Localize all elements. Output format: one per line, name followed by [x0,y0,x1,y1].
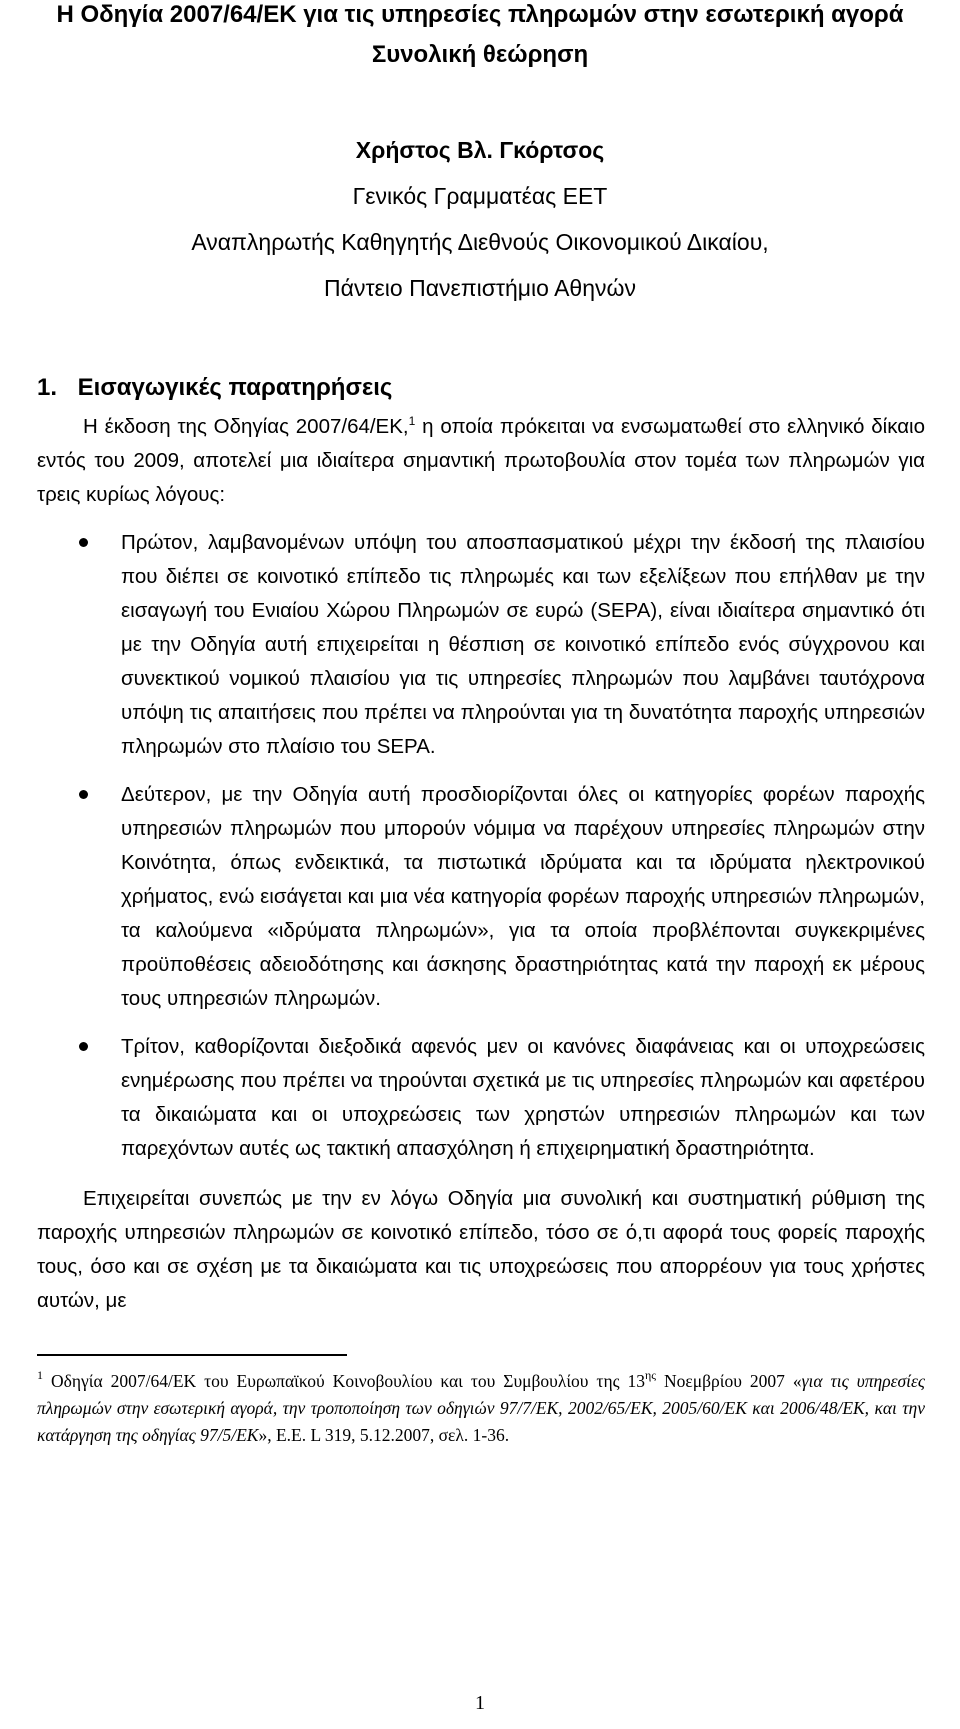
list-item [37,526,925,764]
section-title: Εισαγωγικές παρατηρήσεις [77,374,393,401]
closing-paragraph: Επιχειρείται συνεπώς με την εν λόγω Οδηγία μια συνολική και συστηματική ρύθμιση της παροχής υπηρεσιών πληρωμών σε κοινοτικό επίπεδο, τόσο σε ό,τι αφορά τους φορείς παροχής τους, όσο και σε σχέση με τα δικαιώματα και τις υποχρεώσεις που απορρέουν για τους χρήστες αυτών, με [37,1187,925,1312]
bullet-text-second: Δεύτερον, με την Οδηγία αυτή προσδιορίζονται όλες οι κατηγορίες φορέων παροχής υπηρεσιών πληρωμών που μπορούν νόμιμα να παρέχουν υπηρεσίες πληρωμών στην Κοινότητα, όπως ενδεικτικά, τα πιστωτικά ιδρύματα και τα ιδρύματα ηλεκτρονικού χρήματος, ενώ εισάγεται και μια νέα κατηγορία φορέων παροχής υπηρεσιών πληρωμών, τα καλούμενα «ιδρύματα πληρωμών», για τα οποία προβλέπονται συγκεκριμένες προϋποθέσεις αδειοδότησης και άσκησης δραστηριότητας κατά την παροχή εκ μέρους τους υπηρεσιών πληρωμών. [121,783,925,1010]
list-item [37,778,925,1016]
document-subtitle: Συνολική θεώρηση [371,41,589,68]
footnote-text-3: », Ε.Ε. L 319, 5.12.2007, σελ. 1-36. [258,1425,510,1445]
author-position: Αναπληρωτής Καθηγητής Διεθνούς Οικονομικού Δικαίου, [191,229,769,255]
list-item [37,1030,925,1166]
author-name: Χρήστος Βλ. Γκόρτσος [355,137,605,163]
author-affiliation: Πάντειο Πανεπιστήμιο Αθηνών [324,275,636,301]
section-number: 1. [37,374,58,401]
footnote-number: 1 [37,1368,43,1382]
author-role: Γενικός Γραμματέας ΕΕΤ [352,183,608,209]
footnote-ordinal-suffix: ης [645,1368,657,1382]
intro-text-end: η οποία πρόκειται να ενσωματωθεί στο ελληνικό δίκαιο εντός του 2009, αποτελεί μια ιδιαίτερα σημαντική πρωτοβουλία στον τομέα των πληρωμών για τρεις κυρίως λόγους: [37,415,925,506]
bullet-text-third: Τρίτον, καθορίζονται διεξοδικά αφενός μεν οι κανόνες διαφάνειας και οι υποχρεώσεις ενημέρωσης που πρέπει να τηρούνται σχετικά με τις υπηρεσίες πληρωμών και αφετέρου τα δικαιώματα και οι υποχρεώσεις των χρηστών υπηρεσιών πληρωμών και των παρεχόντων αυτές ως τακτική απασχόληση ή επιχειρηματική δραστηριότητα. [121,1035,925,1160]
footnote-separator [37,1354,347,1356]
intro-paragraph [37,410,925,512]
footnote-reference[interactable]: 1 [408,414,416,428]
bullet-text-first: Πρώτον, λαμβανομένων υπόψη του αποσπασματικού μέχρι την έκδοσή της πλαισίου που διέπει σε κοινοτικό επίπεδο τις πληρωμές και των εξελίξεων που επήλθαν με την εισαγωγή του Ενιαίου Χώρου Πληρωμών σε ευρώ (SEPA), είναι ιδιαίτερα σημαντικό ότι με την Οδηγία αυτή επιχειρείται η θέσπιση σε κοινοτικό επίπεδο ενός σύγχρονου και συνεκτικού νομικού πλαισίου για τις υπηρεσίες πληρωμών που λαμβάνει ταυτόχρονα υπόψη τις απαιτήσεις που πρέπει να πληρούνται για τη δυνατότητα παροχής υπηρεσιών πληρωμών στο πλαίσιο του SEPA. [121,531,925,758]
page-number: 1 [475,1692,485,1714]
bullet-icon [79,790,88,799]
bullet-list [37,526,925,1180]
author-block [0,127,960,311]
footnote-text-1: Οδηγία 2007/64/ΕΚ του Ευρωπαϊκού Κοινοβουλίου και του Συμβουλίου της 13 [43,1371,646,1391]
footnote-italic-title: για τις υπηρεσίες πληρωμών στην εσωτερική αγορά, την τροποποίηση των οδηγιών 97/7/ΕΚ, 2002/65/ΕΚ, 2005/60/ΕΚ και 2006/48/ΕΚ, και την κατάργηση της οδηγίας 97/5/ΕΚ [37,1371,925,1445]
section-heading [37,373,392,403]
footnote-text-2: Νοεμβρίου 2007 « [656,1371,802,1391]
document-title: Η Οδηγία 2007/64/ΕΚ για τις υπηρεσίες πληρωμών στην εσωτερική αγορά [56,1,904,28]
bullet-icon [79,1042,88,1051]
bullet-icon [79,538,88,547]
intro-text-start: Η έκδοση της Οδηγίας 2007/64/ΕΚ, [83,415,409,438]
footnote [37,1368,925,1449]
